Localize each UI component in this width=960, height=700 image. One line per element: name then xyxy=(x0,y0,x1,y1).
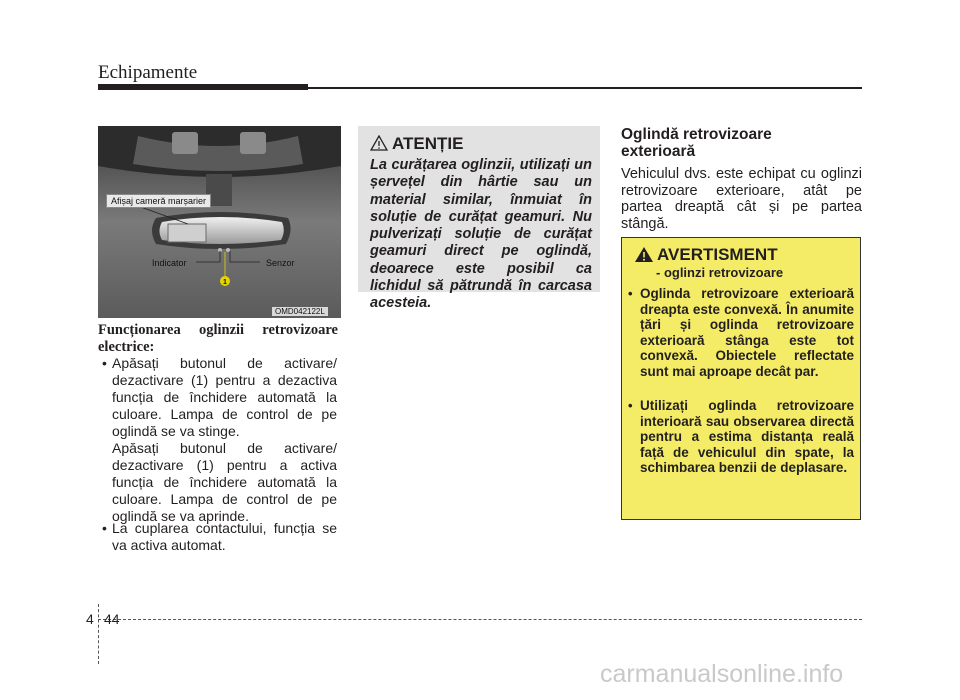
figure-code: OMD042122L xyxy=(272,307,328,316)
indicator-label: Indicator xyxy=(152,258,187,268)
marker-1: 1 xyxy=(223,279,227,286)
warning-item-convex-text: Oglinda retrovizoare exterioară dreapta este convexă. În anumite țări și oglinda retrovizoare exterioară stânga este tot convexă. Obiectele reflectate sunt mai aproape decât par. xyxy=(640,286,854,379)
page-number: 44 xyxy=(104,611,120,627)
bullet-dot: • xyxy=(102,355,107,371)
bullet-dot: • xyxy=(102,520,107,536)
section-title: Echipamente xyxy=(98,62,198,83)
bullet-deactivate: Apăsați butonul de activare/ dezactivare (1) pentru a dezactiva funcția de închidere automată la culoare. Lampa de control de pe oglindă se va stinge. xyxy=(112,355,337,439)
warning-subtitle: - oglinzi retrovizoare xyxy=(656,265,784,280)
bullet-dot: • xyxy=(628,286,633,301)
warning-item-convex xyxy=(628,286,854,380)
sensor-label: Senzor xyxy=(266,258,295,268)
warning-item-distance-text: Utilizați oglinda retrovizoare interioară sau observarea directă pentru a estima distanța reală față de vehiculul din spate, la schimbarea benzii de deplasare. xyxy=(640,398,854,476)
operation-heading: Funcționarea oglinzii retrovizoare electrice: xyxy=(98,322,338,355)
header-rule-thin xyxy=(308,87,862,89)
caution-title: ATENȚIE xyxy=(392,134,464,153)
caution-triangle-icon xyxy=(370,135,388,156)
watermark: carmanualsonline.info xyxy=(600,660,844,688)
warning-title: AVERTISMENT xyxy=(657,245,778,264)
warning-triangle-icon xyxy=(634,246,654,268)
footer-divider-vertical xyxy=(98,604,99,664)
header-rule-thick xyxy=(98,84,308,90)
mirror-figure xyxy=(98,126,341,318)
caution-text: La curățarea oglinzii, utilizați un șervețel din hârtie sau un material similar, înmuiat în soluție de curățat geamuri. Nu pulverizați soluție de curățat geamuri direct pe oglindă, deoarece este posibil ca lichidul să pătrundă în carcasa acesteia. xyxy=(370,157,592,312)
section-number: 4 xyxy=(86,611,94,627)
exterior-mirror-body: Vehiculul dvs. este echipat cu oglinzi retrovizoare exterioare, atât pe partea dreaptă cât și pe partea stângă. xyxy=(621,166,862,232)
mirror-illustration xyxy=(98,126,341,318)
warning-item-distance xyxy=(628,398,854,476)
bullet-auto: La cuplarea contactului, funcția se va activa automat. xyxy=(112,520,337,553)
footer-divider-horizontal xyxy=(98,619,862,620)
bullet-dot: • xyxy=(628,398,633,413)
camera-display-label: Afișaj cameră marșarier xyxy=(106,194,211,208)
bullet-activate: Apăsați butonul de activare/ dezactivare (1) pentru a activa funcția de închidere automată la culoare. Lampa de control de pe oglindă se va aprinde. xyxy=(112,440,337,524)
exterior-mirror-heading: Oglindă retrovizoare exterioară xyxy=(621,126,772,160)
